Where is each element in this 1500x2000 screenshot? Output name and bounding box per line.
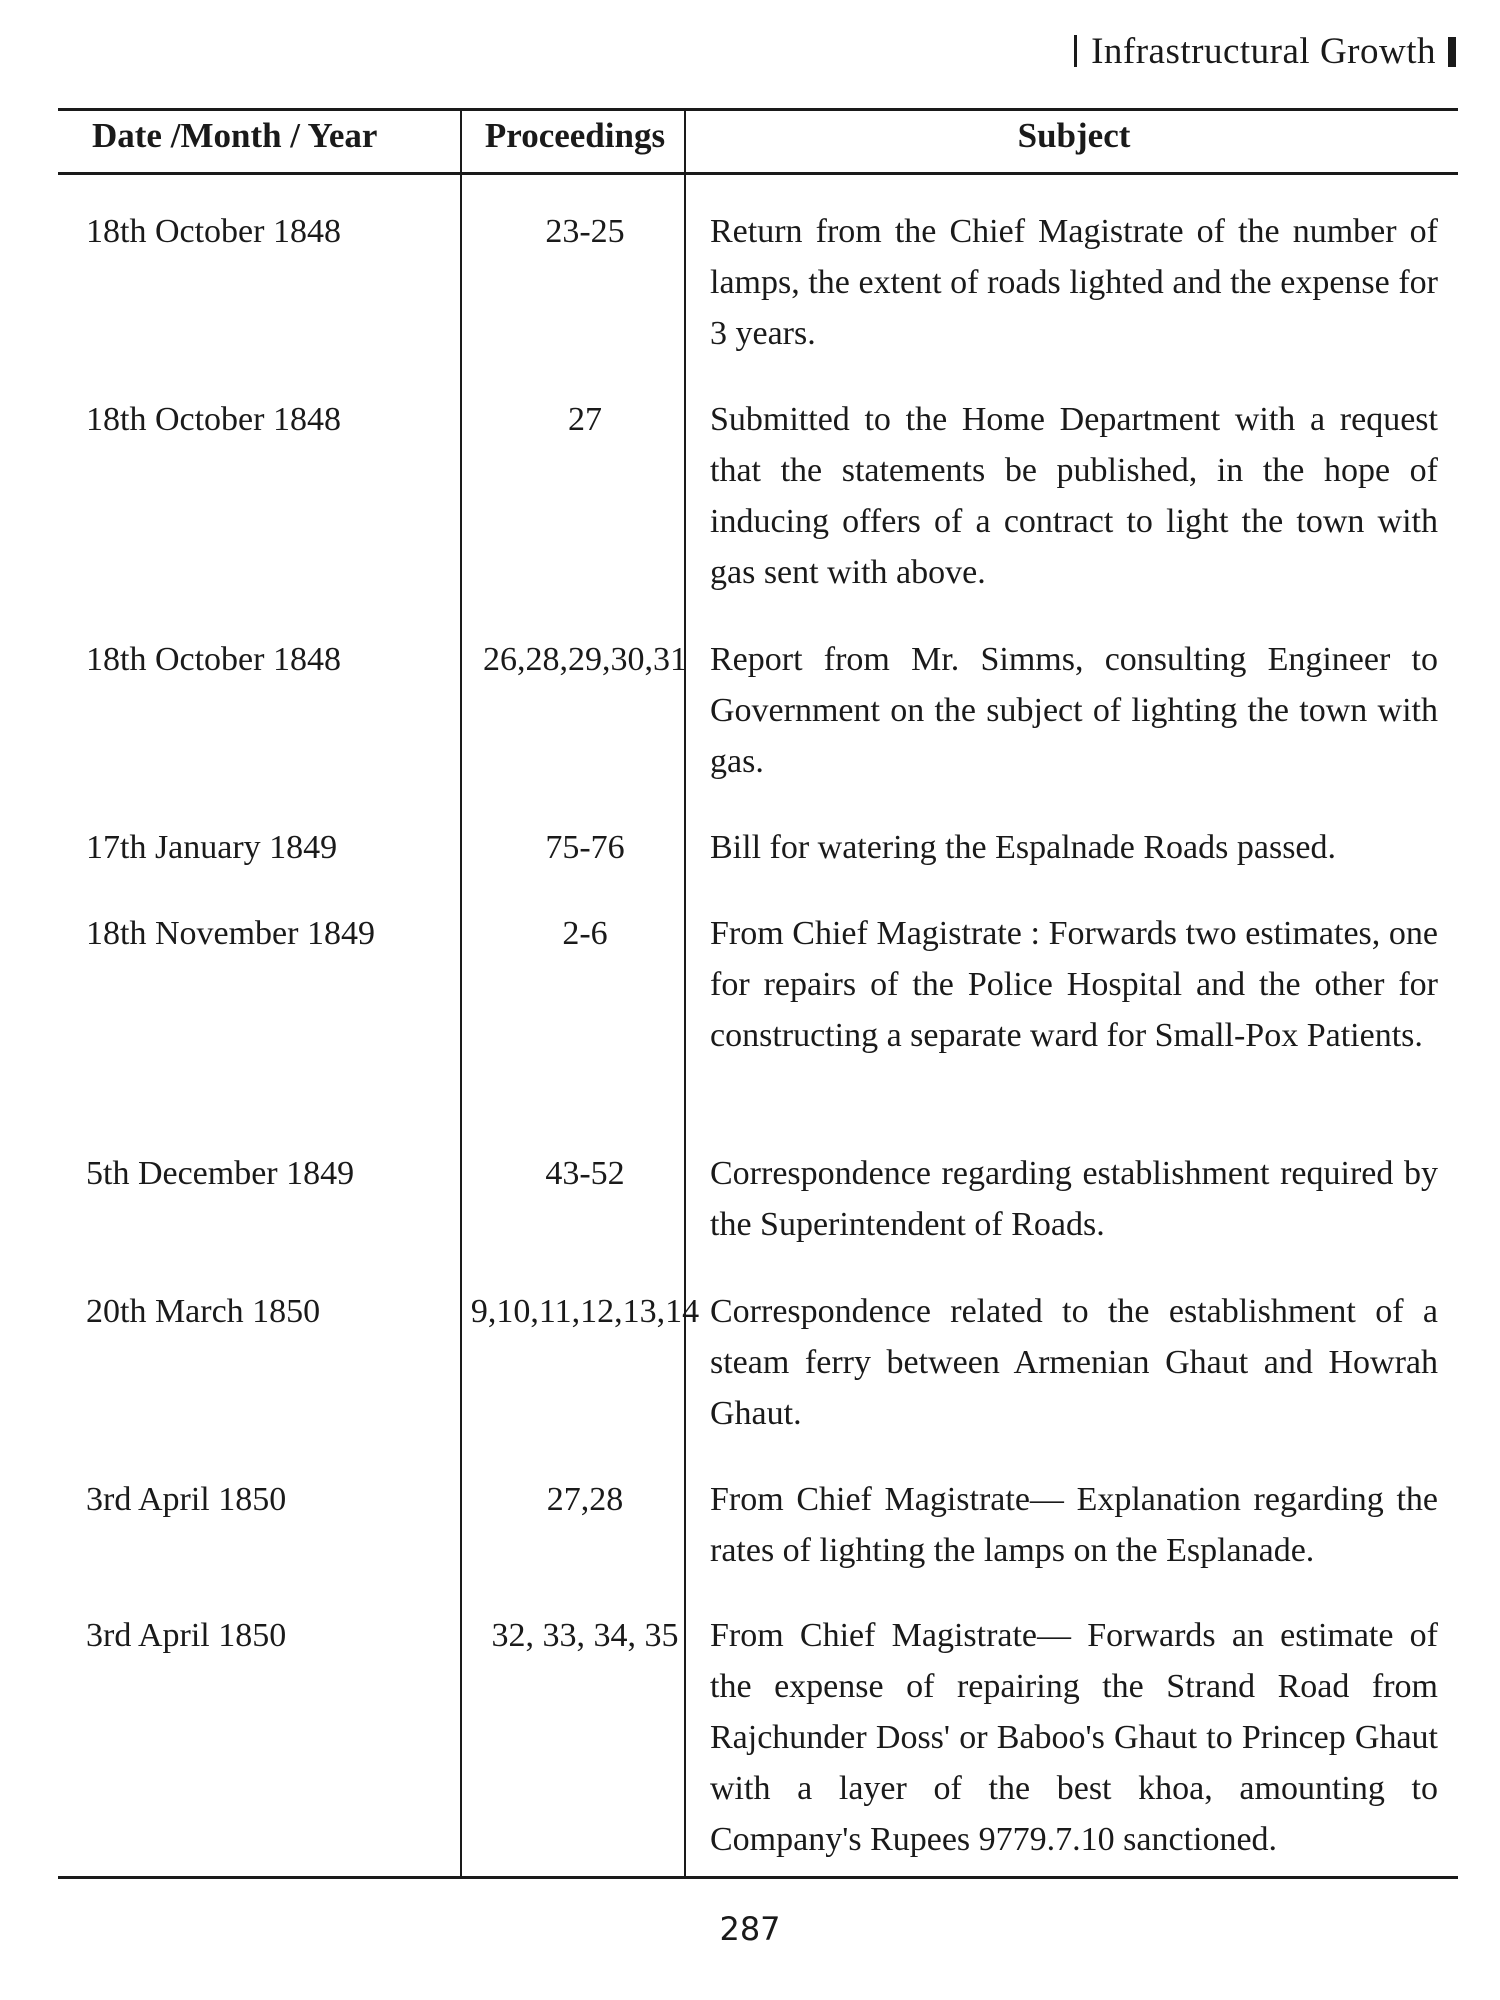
- date-cell: 18th October 1848: [86, 213, 341, 250]
- page-number: 287: [719, 1910, 781, 1948]
- header-proceedings: Proceedings: [484, 116, 666, 155]
- subject-cell: From Chief Magistrate— Explanation regarding the rates of lighting the lamps on the Esplanade.: [710, 1481, 1438, 1569]
- date-cell: 18th October 1848: [86, 401, 341, 438]
- running-head-rule-right: [1448, 37, 1456, 67]
- running-head-rule-left: [1074, 35, 1077, 67]
- date-cell: 20th March 1850: [86, 1293, 321, 1330]
- proceedings-cell: 43-52: [545, 1155, 625, 1192]
- subject-cell: From Chief Magistrate : Forwards two estimates, one for repairs of the Police Hospital and the other for constructing a separate ward for Small-Pox Patients.: [710, 915, 1438, 1054]
- date-cell: 18th November 1849: [86, 915, 375, 952]
- proceedings-cell: 27,28: [546, 1481, 624, 1518]
- subject-cell: Correspondence regarding establishment required by the Superintendent of Roads.: [710, 1155, 1438, 1243]
- proceedings-cell: 2-6: [562, 915, 608, 952]
- proceedings-cell: 32, 33, 34, 35: [491, 1617, 679, 1654]
- running-head-title: Infrastructural Growth: [1091, 31, 1436, 72]
- proceedings-cell: 27: [568, 401, 602, 438]
- date-cell: 3rd April 1850: [86, 1617, 287, 1654]
- subject-cell: Return from the Chief Magistrate of the number of lamps, the extent of roads lighted and the expense for 3 years.: [710, 213, 1438, 352]
- subject-cell: From Chief Magistrate— Forwards an estimate of the expense of repairing the Strand Road from Rajchunder Doss' or Baboo's Ghaut to Princep Ghaut with a layer of the best khoa, amounting to Company's Rupees 9779.7.10 sanctioned.: [710, 1617, 1438, 1858]
- running-head: [1074, 30, 1456, 73]
- proceedings-cell: 9,10,11,12,13,14: [470, 1293, 700, 1330]
- date-cell: 3rd April 1850: [86, 1481, 287, 1518]
- subject-cell: Correspondence related to the establishment of a steam ferry between Armenian Ghaut and Howrah Ghaut.: [710, 1293, 1438, 1432]
- date-cell: 17th January 1849: [86, 829, 338, 866]
- date-cell: 5th December 1849: [86, 1155, 355, 1192]
- table-top-rule: [58, 108, 1458, 111]
- table-bottom-rule: [58, 1876, 1458, 1879]
- subject-cell: Bill for watering the Espalnade Roads passed.: [710, 829, 1337, 866]
- header-date: Date /Month / Year: [92, 116, 378, 155]
- subject-cell: Report from Mr. Simms, consulting Engineer to Government on the subject of lighting the town with gas.: [710, 641, 1438, 780]
- proceedings-cell: 26,28,29,30,31: [483, 641, 687, 678]
- header-bottom-rule: [58, 172, 1458, 175]
- date-cell: 18th October 1848: [86, 641, 341, 678]
- proceedings-cell: 75-76: [545, 829, 625, 866]
- proceedings-table: [58, 108, 1458, 1880]
- subject-cell: Submitted to the Home Department with a request that the statements be published, in the hope of inducing offers of a contract to light the town with gas sent with above.: [710, 401, 1438, 591]
- header-subject: Subject: [1017, 116, 1131, 155]
- proceedings-cell: 23-25: [545, 213, 625, 250]
